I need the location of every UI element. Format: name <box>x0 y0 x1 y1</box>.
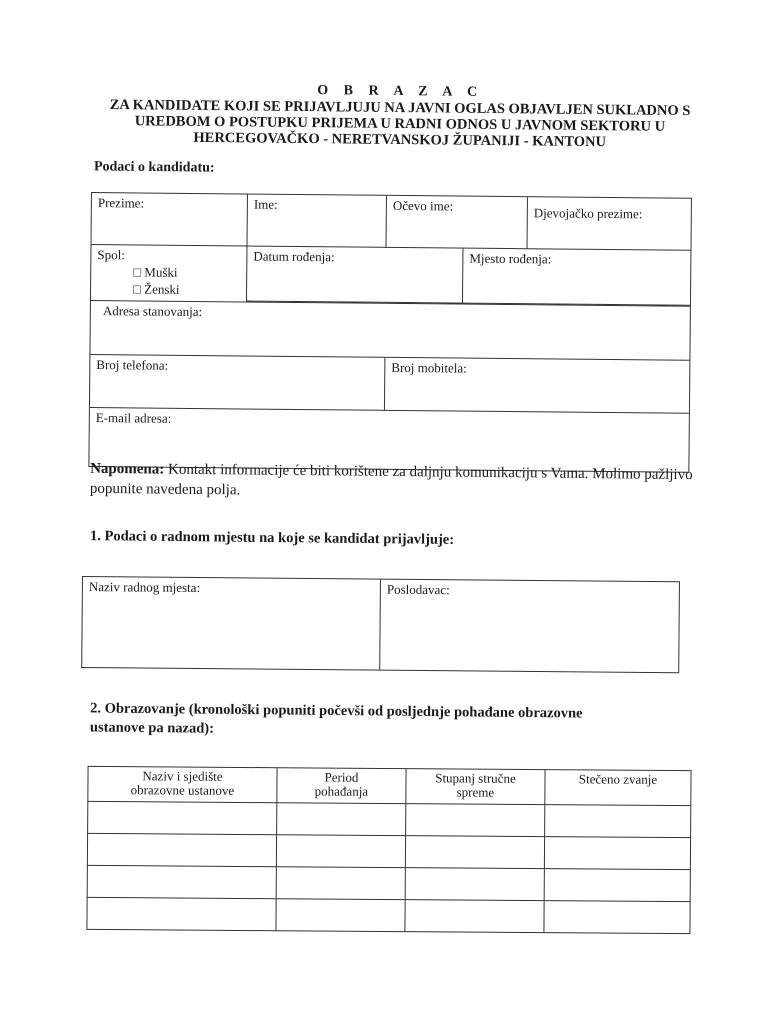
telefon-field[interactable] <box>90 355 385 411</box>
spol-option-zenski[interactable]: □ Ženski <box>132 281 180 297</box>
prezime-label: Prezime: <box>97 195 145 211</box>
spol-label: Spol: <box>97 247 125 263</box>
table-row <box>87 833 690 869</box>
naziv-radnog-mjesta-field[interactable] <box>82 577 381 670</box>
djevojacko-prezime-field[interactable] <box>527 197 690 251</box>
adresa-field[interactable] <box>90 300 690 361</box>
mobitel-label: Broj mobitela: <box>391 359 467 376</box>
ocevo-ime-field[interactable] <box>386 196 527 249</box>
ime-field[interactable] <box>247 195 386 248</box>
section-2-heading-line-1: 2. Obrazovanje (kronološki popuniti počevši od posljednje pohađane obrazovne <box>90 700 583 722</box>
table-cell[interactable] <box>276 835 405 868</box>
djevojacko-prezime-label: Djevojačko prezime: <box>533 205 643 222</box>
table-cell[interactable] <box>405 836 544 869</box>
col-header-zvanje <box>545 770 691 806</box>
datum-rodjenja-field[interactable] <box>247 247 464 304</box>
col-header-naziv-line-1: Naziv i sjedište <box>142 768 223 784</box>
note-text: Kontakt informacije će biti korištene za daljnju komunikaciju s Vama. Molimo pažljivo popunite navedena polja. <box>89 461 693 499</box>
table-cell[interactable] <box>544 869 690 902</box>
mobitel-field[interactable] <box>385 358 689 414</box>
col-header-naziv <box>88 766 277 802</box>
spol-field <box>91 245 248 301</box>
col-header-stupanj <box>406 769 545 805</box>
table-cell[interactable] <box>88 801 277 834</box>
ocevo-ime-label: Očevo ime: <box>392 197 454 214</box>
form-title <box>80 81 721 152</box>
table-cell[interactable] <box>87 833 276 866</box>
telefon-label: Broj telefona: <box>96 357 169 373</box>
datum-rodjenja-label: Datum rođenja: <box>253 248 335 265</box>
table-row <box>87 865 690 901</box>
education-header-row <box>88 766 691 805</box>
table-row <box>88 801 691 837</box>
table-cell[interactable] <box>87 897 276 930</box>
table-cell[interactable] <box>544 901 690 934</box>
col-header-zvanje-line-1: Stečeno zvanje <box>578 771 658 787</box>
table-cell[interactable] <box>405 868 544 901</box>
poslodavac-label: Poslodavac: <box>386 581 450 598</box>
note-paragraph <box>90 459 700 505</box>
education-table <box>86 766 691 934</box>
table-row <box>87 897 690 933</box>
table-cell[interactable] <box>406 804 545 837</box>
title-line-4: HERCEGOVAČKO - NERETVANSKOJ ŽUPANIJI - KANTONU <box>193 129 607 151</box>
mjesto-rodjenja-label: Mjesto rođenja: <box>469 250 552 267</box>
note-label: Napomena: <box>90 460 165 478</box>
section-2-heading <box>90 699 583 742</box>
table-cell[interactable] <box>87 865 276 898</box>
poslodavac-field[interactable] <box>380 580 679 673</box>
col-header-period-line-1: Period <box>324 769 359 785</box>
table-cell[interactable] <box>405 900 544 933</box>
ime-label: Ime: <box>253 196 278 212</box>
col-header-stupanj-line-2: spreme <box>456 784 495 800</box>
col-header-period <box>277 768 406 804</box>
naziv-radnog-mjesta-label: Naziv radnog mjesta: <box>88 579 201 596</box>
table-cell[interactable] <box>545 805 691 838</box>
candidate-heading: Podaci o kandidatu: <box>93 159 215 176</box>
prezime-field[interactable] <box>91 193 247 246</box>
mjesto-rodjenja-field[interactable] <box>463 249 691 306</box>
table-cell[interactable] <box>277 803 406 836</box>
col-header-period-line-2: pohađanja <box>314 783 369 799</box>
col-header-naziv-line-2: obrazovne ustanove <box>130 782 235 798</box>
title-line-2: ZA KANDIDATE KOJI SE PRIJAVLJUJU NA JAVNI OGLAS OBJAVLJEN SUKLADNO S <box>109 96 691 120</box>
table-cell[interactable] <box>544 837 690 870</box>
section-1-heading: 1. Podaci o radnom mjestu na koje se kandidat prijavljuje: <box>89 528 455 548</box>
spol-option-muski[interactable]: □ Muški <box>133 264 178 280</box>
table-cell[interactable] <box>276 899 405 932</box>
table-cell[interactable] <box>276 867 405 900</box>
title-obrazac: O B R A Z A C <box>317 83 484 100</box>
candidate-data-table <box>88 192 692 473</box>
email-label: E-mail adresa: <box>95 410 172 426</box>
section-2-heading-line-2: ustanove pa nazad): <box>89 719 215 737</box>
job-position-table <box>81 576 680 673</box>
title-line-3: UREDBOM O POSTUPKU PRIJEMA U RADNI ODNOS U JAVNOM SEKTORU U <box>134 113 666 135</box>
col-header-stupanj-line-1: Stupanj stručne <box>435 770 516 786</box>
adresa-label: Adresa stanovanja: <box>102 303 203 320</box>
